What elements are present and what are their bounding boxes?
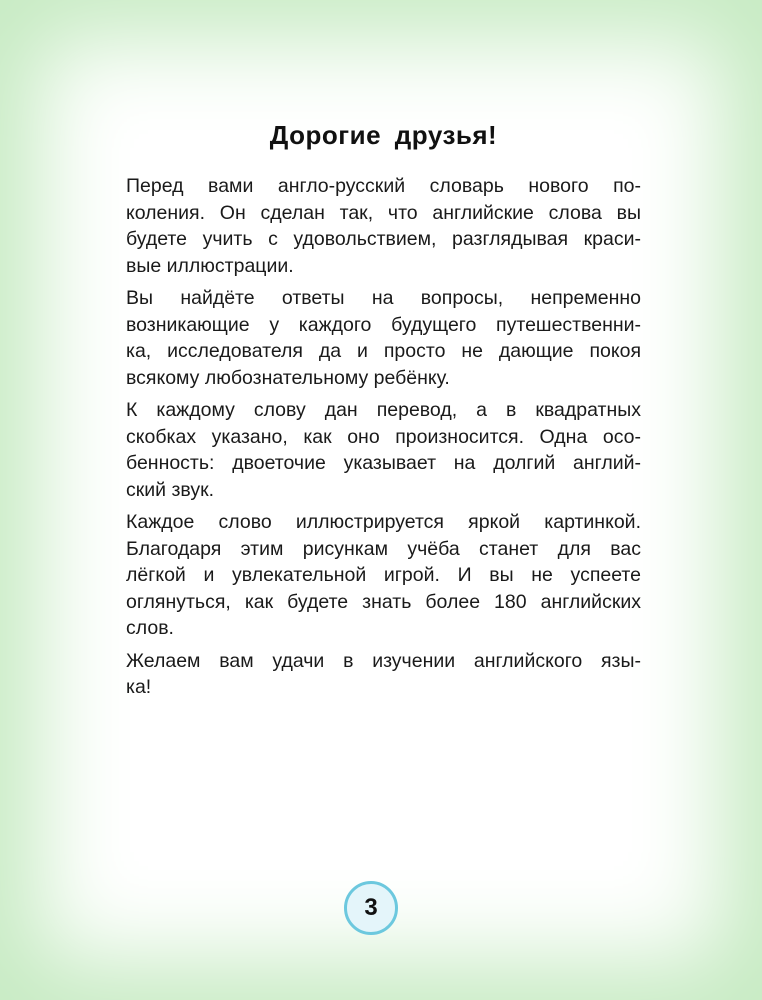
text-line: ский звук. <box>126 478 215 501</box>
page-title: Дорогие друзья! <box>269 120 498 150</box>
paragraph <box>126 285 641 391</box>
text-line: возникающие у каждого будущего путешественни- <box>126 313 641 336</box>
text-line: Каждое слово иллюстрируется яркой картинкой. <box>126 511 641 533</box>
text-line: ка, исследователя да и просто не дающие покоя <box>126 340 641 362</box>
text-line: вые иллюстрации. <box>126 254 294 277</box>
text-line: лёгкой и увлекательной игрой. И вы не успеете <box>126 564 641 586</box>
page-number: 3 <box>364 894 378 921</box>
text-line: будете учить с удовольствием, разглядывая краси- <box>126 228 641 250</box>
text-line: всякому любознательному ребёнку. <box>126 366 450 389</box>
page-content <box>126 120 641 707</box>
text-line: Перед вами англо-русский словарь нового по- <box>126 175 641 197</box>
text-line: скобках указано, как оно произносится. Одна осо- <box>126 425 641 448</box>
text-line: бенность: двоеточие указывает на долгий англий- <box>126 452 641 474</box>
text-line: слов. <box>126 617 174 639</box>
text-line: оглянуться, как будете знать более 180 английских <box>126 590 641 613</box>
paragraph <box>126 173 641 279</box>
paragraph <box>126 397 641 503</box>
text-line: Желаем вам удачи в изучении английского язы- <box>126 649 641 672</box>
text-line: Вы найдёте ответы на вопросы, непременно <box>126 287 641 309</box>
paragraph <box>126 509 641 642</box>
paragraph <box>126 648 641 701</box>
text-line: К каждому слову дан перевод, а в квадратных <box>126 399 641 421</box>
text-line: ка! <box>126 676 152 698</box>
text-line: коления. Он сделан так, что английские слова вы <box>126 201 641 224</box>
text-line: Благодаря этим рисункам учёба станет для вас <box>126 537 641 560</box>
page-number-badge <box>344 881 398 935</box>
